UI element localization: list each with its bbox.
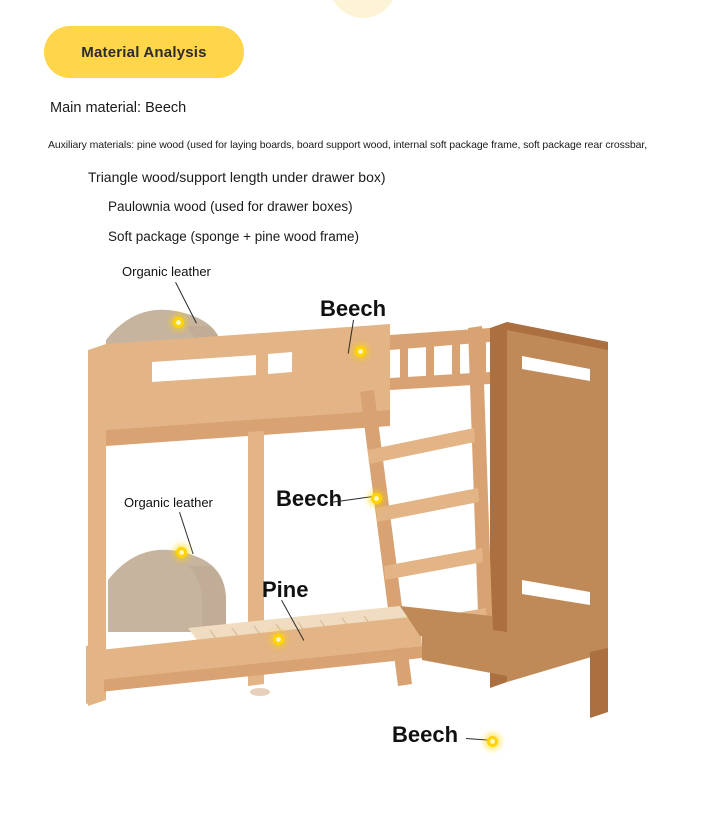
bunk-bed-illustration bbox=[60, 280, 680, 770]
callout-beech-middle: Beech bbox=[276, 486, 343, 511]
material-analysis-badge bbox=[44, 26, 244, 78]
top-decoration bbox=[329, 0, 397, 18]
callout-pine: Pine bbox=[262, 577, 309, 602]
marker-dot-organic-leather-middle bbox=[176, 547, 187, 558]
auxiliary-material-line: Auxiliary materials: pine wood (used for laying boards, board support wood, internal soft package frame, soft package rear crossbar, bbox=[48, 139, 648, 151]
material-analysis-badge-label: Material Analysis bbox=[81, 43, 207, 61]
marker-dot-organic-leather-top bbox=[173, 317, 184, 328]
marker-dot-beech-middle bbox=[371, 493, 382, 504]
marker-dot-beech-top bbox=[355, 346, 366, 357]
main-material-line: Main material: Beech bbox=[50, 100, 187, 116]
callout-organic-leather-top: Organic leather bbox=[122, 264, 211, 279]
soft-package-line: Soft package (sponge + pine wood frame) bbox=[108, 229, 360, 244]
callout-beech-top: Beech bbox=[320, 296, 387, 321]
callout-organic-leather-middle: Organic leather bbox=[124, 495, 213, 510]
callout-beech-bottom: Beech bbox=[392, 722, 459, 747]
triangle-wood-line: Triangle wood/support length under drawer box) bbox=[88, 169, 386, 185]
marker-dot-beech-bottom bbox=[487, 736, 498, 747]
marker-dot-pine bbox=[273, 634, 284, 645]
paulownia-wood-line: Paulownia wood (used for drawer boxes) bbox=[108, 199, 353, 214]
